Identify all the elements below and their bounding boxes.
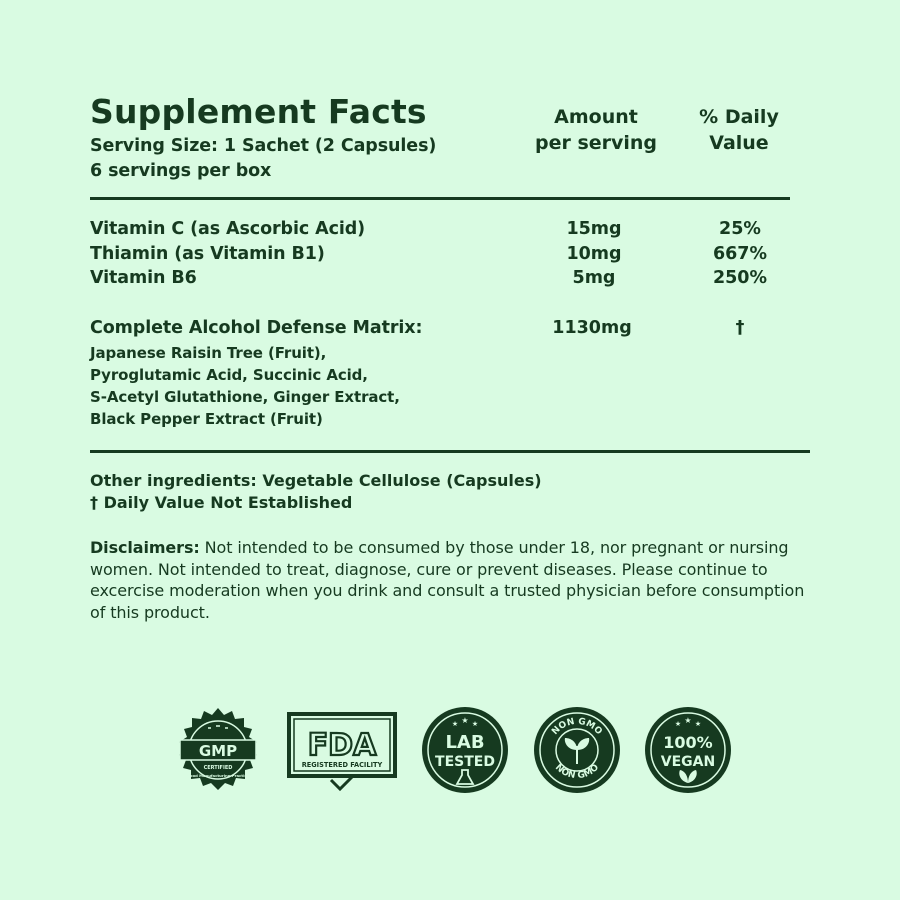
disclaimer-text: Not intended to be consumed by those under 18, nor pregnant or nursing women. Not intended to treat, diagnose, cure or prevent diseases. Please continue to excercise moderation when you drink and consult a trusted physician before consumption of this product. — [90, 538, 805, 622]
nutrient-name: Vitamin C (as Ascorbic Acid) — [90, 219, 366, 239]
lab-label: LAB — [445, 732, 485, 753]
lab-tested-icon — [419, 706, 511, 798]
nutrient-amount: 15mg — [566, 219, 622, 239]
svg-text:★: ★ — [471, 720, 479, 728]
other-ingredients: Other ingredients: Vegetable Cellulose (Capsules) — [90, 471, 542, 490]
panel-title: Supplement Facts — [90, 92, 427, 131]
non-gmo-icon — [531, 706, 623, 798]
tested-label: TESTED — [435, 754, 495, 770]
gmp-label: GMP — [198, 742, 238, 760]
serving-size: Serving Size: 1 Sachet (2 Capsules) — [90, 136, 437, 156]
disclaimer — [90, 537, 810, 623]
amount-column-header — [526, 104, 666, 156]
amount-header-line2: per serving — [534, 132, 658, 154]
nutrient-daily-value: 667% — [712, 244, 768, 264]
nutrient-amount: 10mg — [566, 244, 622, 264]
vegan-percent-label: 100% — [663, 733, 713, 752]
amount-header-line1: Amount — [554, 106, 638, 128]
svg-text:★: ★ — [461, 716, 469, 725]
non-gmo-bottom-label: NON GMO — [552, 762, 602, 782]
daily-value-column-header — [684, 104, 794, 156]
disclaimer-label: Disclaimers: — [90, 538, 200, 557]
matrix-name: Complete Alcohol Defense Matrix: — [90, 318, 423, 338]
nutrient-daily-value: 25% — [719, 219, 761, 239]
svg-text:★: ★ — [451, 720, 459, 728]
vegan-label: VEGAN — [660, 754, 716, 770]
matrix-ingredient: Japanese Raisin Tree (Fruit), — [90, 344, 327, 362]
matrix-ingredient: S-Acetyl Glutathione, Ginger Extract, — [90, 388, 400, 406]
nutrient-name: Vitamin B6 — [90, 268, 197, 288]
gmp-certified-label: CERTIFIED — [203, 765, 233, 771]
svg-text:★: ★ — [674, 720, 682, 728]
matrix-ingredient: Black Pepper Extract (Fruit) — [90, 410, 323, 428]
gmp-seal-icon — [172, 706, 264, 798]
nutrient-daily-value: 250% — [712, 268, 768, 288]
servings-per-box: 6 servings per box — [90, 161, 272, 181]
daily-value-footnote: † Daily Value Not Established — [90, 493, 353, 512]
header-divider — [90, 197, 790, 200]
vegan-icon — [642, 706, 734, 798]
svg-text:★: ★ — [694, 720, 702, 728]
fda-registered-label: REGISTERED FACILITY — [301, 761, 383, 769]
fda-label: FDA — [307, 728, 377, 763]
dv-header-line2: Value — [709, 132, 769, 154]
nutrient-name: Thiamin (as Vitamin B1) — [90, 244, 325, 264]
fda-registered-icon — [287, 712, 397, 790]
dv-header-line1: % Daily — [699, 106, 779, 128]
matrix-daily-value: † — [735, 318, 745, 338]
svg-text:★: ★ — [684, 716, 692, 725]
matrix-ingredient: Pyroglutamic Acid, Succinic Acid, — [90, 366, 368, 384]
nutrient-amount: 5mg — [572, 268, 616, 288]
non-gmo-top-label: NON GMO — [550, 716, 604, 738]
matrix-amount: 1130mg — [552, 318, 632, 338]
gmp-ring-label: Good Manufacturing Practice — [186, 773, 250, 778]
matrix-divider — [90, 450, 810, 453]
